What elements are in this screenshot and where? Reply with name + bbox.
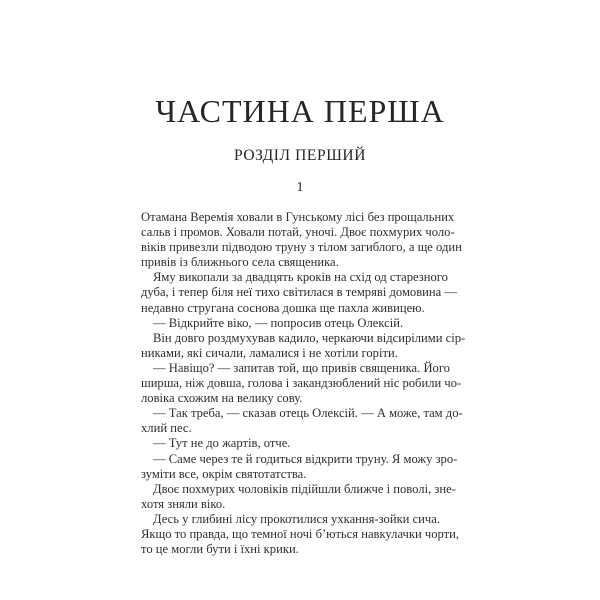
text-line: недавно стругана соснова дошка ще пахла живицею. — [141, 300, 425, 315]
text-line: сальв і промов. Ховали потай, уночі. Двоє похмурих чоло- — [141, 225, 455, 240]
text-line: — Тут не до жартів, отче. — [153, 436, 291, 451]
text-line: Він довго роздмухував кадило, черкаючи відсирілими сір- — [153, 330, 466, 345]
text-line: Отамана Веремія ховали в Гунському лісі без прощальних — [141, 210, 455, 224]
part-title: ЧАСТИНА ПЕРША — [155, 93, 445, 129]
text-line: хотя зняли віко. — [141, 496, 226, 511]
text-line: Якщо то правда, що темної ночі б’ються навкулачки чорти, — [141, 526, 460, 541]
text-line: то це могли бути і їхні крики. — [141, 542, 299, 557]
text-line: никами, які сичали, ламалися і не хотіли горіти. — [141, 345, 398, 360]
text-line: Двоє похмурих чоловіків підійшли ближче і поволі, зне- — [153, 481, 456, 496]
text-line: зуміти все, окрім святотатства. — [141, 466, 307, 481]
text-line: ширша, ніж довша, голова і закандзюблений ніс робили чо- — [141, 376, 462, 391]
body-text — [141, 210, 466, 557]
text-line: привів із ближнього села священика. — [141, 255, 339, 270]
text-line: ловіка схожим на велику сову. — [141, 391, 303, 406]
text-line: дуба, і тепер біля неї тихо світилася в темряві домовина — — [141, 285, 457, 300]
text-line: — Навіщо? — запитав той, що привів священика. Його — [153, 360, 450, 375]
section-number: 1 — [296, 180, 304, 195]
text-line: — Відкрийте віко, — попросив отець Олексій. — [153, 315, 404, 330]
text-line: — Так треба, — сказав отець Олексій. — А може, там до- — [153, 406, 463, 421]
text-line: хлий пес. — [141, 421, 192, 436]
text-line: віків привезли підводою труну з тілом загиблого, а ще один — [141, 240, 462, 255]
text-line: — Саме через те й годиться відкрити труну. Я можу зро- — [153, 451, 458, 466]
chapter-title: РОЗДІЛ ПЕРШИЙ — [233, 147, 367, 164]
text-line: Яму викопали за двадцять кроків на схід од старезного — [153, 270, 448, 285]
text-line: Десь у глибині лісу прокотилися ухкання-зойки сича. — [153, 511, 440, 526]
